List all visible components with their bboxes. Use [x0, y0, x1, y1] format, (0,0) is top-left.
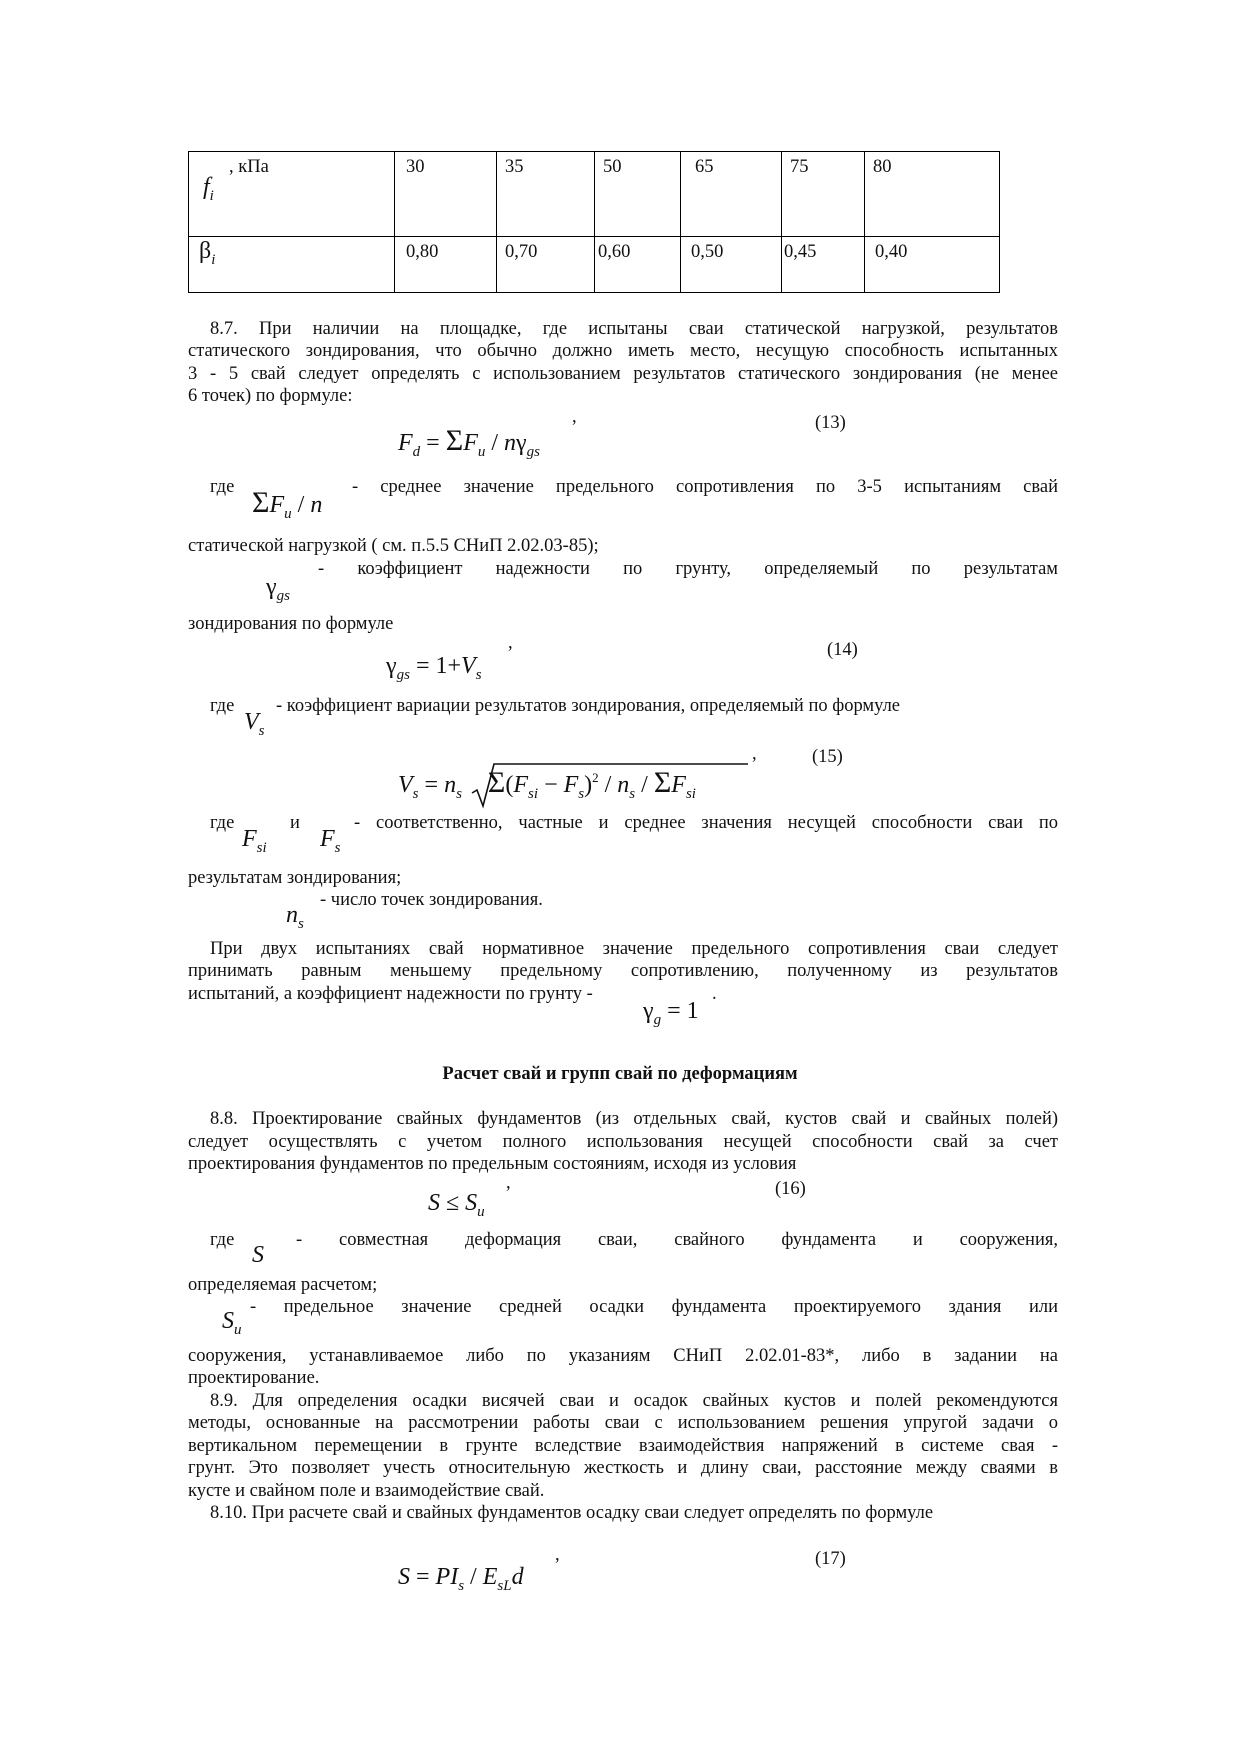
section-heading: Расчет свай и групп свай по деформациям: [442, 1064, 798, 1084]
formula-17: $S = PI_s / E_{sL}d$: [398, 1564, 524, 1594]
formula-16: $S \le S_u$: [428, 1190, 485, 1220]
ns-symbol: $n_s$: [286, 902, 304, 932]
formula-14: $\gamma_{gs} = 1+V_s$: [386, 653, 482, 683]
eq13-comma: ,: [572, 407, 577, 427]
table-cell: 0,80: [395, 237, 497, 293]
description-line: статической нагрузкой ( см. п.5.5 СНиП 2.02.03-85);: [188, 536, 599, 556]
and-label: и: [290, 813, 300, 833]
paragraph-line: принимать равным меньшему предельному сопротивлению, полученному из результатов: [188, 961, 1058, 981]
paragraph-8-8-line: 8.8. Проектирование свайных фундаментов (из отдельных свай, кустов свай и свайных полей): [210, 1109, 1058, 1129]
paragraph-8-9-line: грунт. Это позволяет учесть относительную жесткость и длину сваи, расстояние между сваями в: [188, 1458, 1058, 1478]
table-cell: 35: [497, 152, 595, 237]
s-symbol: S: [252, 1242, 264, 1268]
where-label: где: [210, 477, 235, 497]
paragraph-8-8-line: проектирования фундаментов по предельным состояниям, исходя из условия: [188, 1154, 797, 1174]
eq16-number: (16): [775, 1179, 806, 1199]
where-label: где: [210, 813, 235, 833]
table-cell: 80: [865, 152, 1000, 237]
table-cell: 0,60: [595, 237, 681, 293]
period: .: [712, 984, 717, 1004]
description-line: - число точек зондирования.: [320, 890, 543, 910]
formula-13: $F_d = \Sigma F_u / n\gamma_{gs}$: [398, 424, 540, 460]
where-label: где: [210, 1230, 235, 1250]
paragraph-line: испытаний, а коэффициент надежности по грунту -: [188, 984, 593, 1004]
paragraph-line: При двух испытаниях свай нормативное значение предельного сопротивления сваи следует: [210, 939, 1058, 959]
paragraph-8-7-line: 6 точек) по формуле:: [188, 386, 353, 406]
table-cell: 0,40: [865, 237, 1000, 293]
paragraph-8-9-line: методы, основанные на рассмотрении работы сваи с использованием решения упругой задачи о: [188, 1413, 1058, 1433]
eq14-comma: ,: [508, 633, 513, 653]
fi-symbol: $f_i$: [203, 174, 214, 204]
unit-label: , кПа: [229, 157, 269, 177]
eq15-number: (15): [812, 747, 843, 767]
eq17-comma: ,: [555, 1545, 560, 1565]
su-symbol: $S_u$: [222, 1308, 242, 1338]
table-row: [189, 237, 1000, 293]
description-line: - предельное значение средней осадки фундамента проектируемого здания или: [250, 1297, 1058, 1317]
beta-symbol: $\beta_i$: [199, 238, 216, 268]
table-cell: 0,45: [782, 237, 865, 293]
description-line: проектирование.: [188, 1368, 320, 1388]
gamma-g-formula: $\gamma_g = 1$: [643, 998, 699, 1028]
table-cell: 75: [782, 152, 865, 237]
paragraph-8-9-line: кусте и свайном поле и взаимодействие свай.: [188, 1481, 545, 1501]
sum-fu-n-symbol: $\Sigma F_u$ / n: [252, 486, 323, 522]
vs-symbol: $V_s$: [244, 709, 265, 739]
paragraph-8-9-line: 8.9. Для определения осадки висячей сваи и осадок свайных кустов и полей рекомендуются: [210, 1391, 1058, 1411]
coefficient-table: [188, 151, 1000, 293]
description-line: определяемая расчетом;: [188, 1275, 378, 1295]
eq16-comma: ,: [506, 1173, 511, 1193]
table-cell: 0,70: [497, 237, 595, 293]
table-header-cell: [189, 152, 395, 237]
where-label: где: [210, 696, 235, 716]
fs-symbol: $F_s$: [320, 826, 341, 856]
description-line: - коэффициент вариации результатов зондирования, определяемый по формуле: [276, 696, 901, 716]
paragraph-8-10-line: 8.10. При расчете свай и свайных фундаментов осадку сваи следует определять по формуле: [210, 1503, 934, 1523]
paragraph-8-7-line: статического зондирования, что обычно должно иметь место, несущую способность испытанных: [188, 341, 1058, 361]
fsi-symbol: $F_{si}$: [242, 826, 267, 856]
paragraph-8-8-line: следует осуществлять с учетом полного использования несущей способности свай за счет: [188, 1132, 1058, 1152]
paragraph-8-7-line: 3 - 5 свай следует определять с использованием результатов статического зондирования (не менее: [188, 364, 1058, 384]
table-cell: 50: [595, 152, 681, 237]
description-line: результатам зондирования;: [188, 868, 402, 888]
paragraph-8-9-line: вертикальном перемещении в грунте вследствие взаимодействия напряжений в системе свая -: [188, 1436, 1058, 1456]
table-cell: 65: [681, 152, 782, 237]
description-line: сооружения, устанавливаемое либо по указаниям СНиП 2.02.01-83*, либо в задании на: [188, 1346, 1058, 1366]
table-cell: 0,50: [681, 237, 782, 293]
paragraph-8-7-line: 8.7. При наличии на площадке, где испытаны сваи статической нагрузкой, результатов: [210, 319, 1058, 339]
eq14-number: (14): [827, 640, 858, 660]
description-line: зондирования по формуле: [188, 614, 394, 634]
table-header-cell: [189, 237, 395, 293]
eq13-number: (13): [815, 413, 846, 433]
formula-15: $V_s = n_s$ $\Sigma(F_{si} - F_s)^2 / n_s / \Sigma F_{si}$: [398, 766, 696, 802]
description-line: - совместная деформация сваи, свайного фундамента и сооружения,: [296, 1230, 1058, 1250]
gamma-gs-symbol: $\gamma_{gs}$: [266, 574, 290, 604]
description-line: - среднее значение предельного сопротивления по 3-5 испытаниям свай: [352, 477, 1058, 497]
eq15-comma: ,: [752, 744, 757, 764]
table-row: [189, 152, 1000, 237]
description-line: - коэффициент надежности по грунту, определяемый по результатам: [318, 559, 1058, 579]
description-line: - соответственно, частные и среднее значения несущей способности сваи по: [354, 813, 1058, 833]
table-cell: 30: [395, 152, 497, 237]
eq17-number: (17): [815, 1549, 846, 1569]
